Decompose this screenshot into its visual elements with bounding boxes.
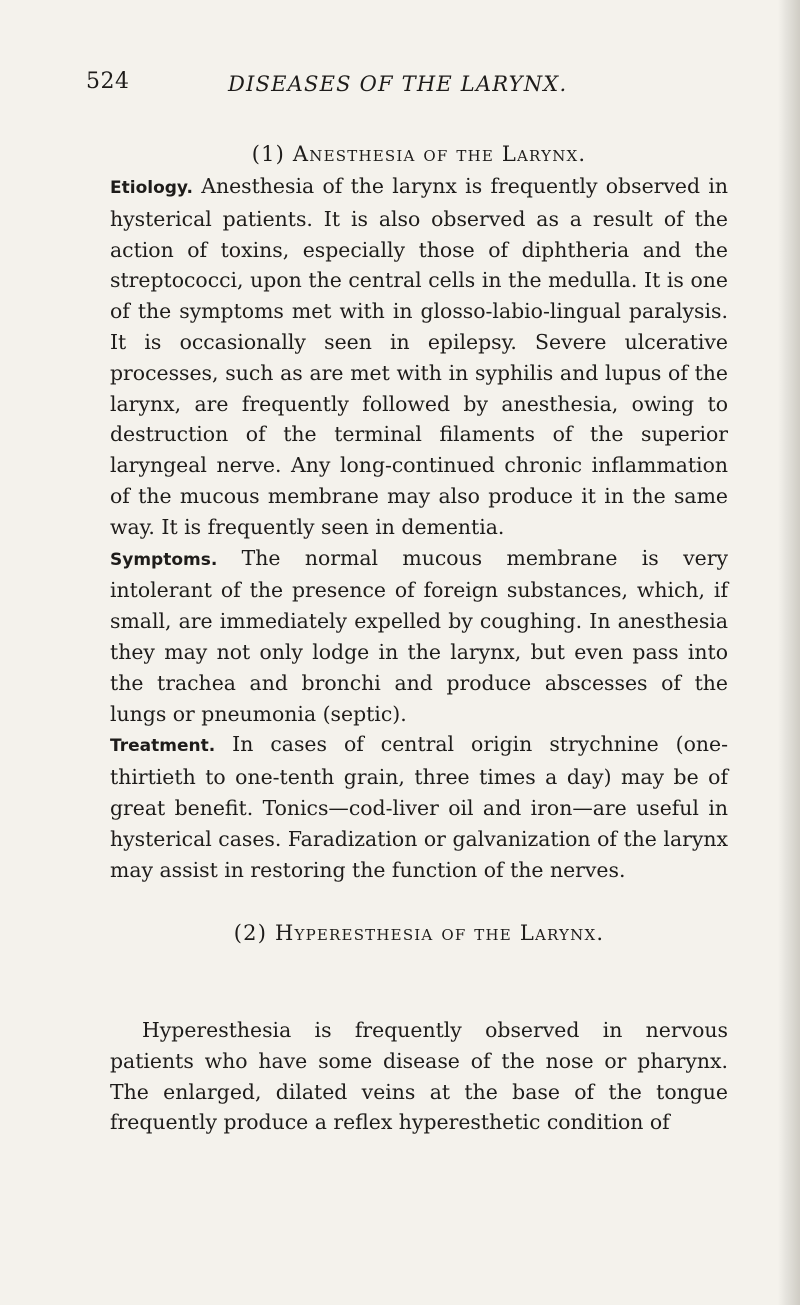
section-heading-anesthesia <box>110 139 728 170</box>
treatment-text: In cases of central origin strychnine (one-thirtieth to one-tenth grain, three times a day) may be of great benefit. Tonics—cod-liver oil and iron—are useful in hysterical cases. Faradization or galvanization of the larynx may assist in restoring the function of the nerves. <box>110 732 728 882</box>
treatment-label: Treatment. <box>110 736 216 757</box>
etiology-label: Etiology. <box>110 178 193 198</box>
section-heading-text: (1) Anesthesia of the Larynx. <box>251 142 587 166</box>
symptoms-text: The normal mucous membrane is very intolerant of the presence of foreign substances, which, if small, are immediately expelled by coughing. In anesthesia they may not only lodge in the larynx, but even pass into the trachea and bronchi and produce abscesses of the lungs or pneumonia (septic). <box>110 545 728 726</box>
symptoms-label: Symptoms. <box>110 549 218 570</box>
section-heading-text: (2) Hyperesthesia of the Larynx. <box>233 921 605 945</box>
page-number: 524 <box>86 69 130 94</box>
treatment-paragraph <box>110 729 728 885</box>
section-heading-hyperesthesia <box>110 918 728 949</box>
hyperesthesia-paragraph: Hyperesthesia is frequently observed in nervous patients who have some disease of the nose or pharynx. The enlarged, dilated veins at the base of the tongue frequently produce a reflex hyperesthetic condition of <box>110 1018 728 1135</box>
section-body-anesthesia <box>110 171 728 885</box>
etiology-paragraph <box>110 171 728 543</box>
etiology-text: Anesthesia of the larynx is frequently observed in hysterical patients. It is also observed as a result of the action of toxins, especially those of diphtheria and the streptococci, upon the central cells in the medulla. It is one of the symptoms met with in glosso-labio-lingual paralysis. It is occasionally seen in epilepsy. Severe ulcerative processes, such as are met with in syphilis and lupus of the larynx, are frequently followed by anesthesia, owing to destruction of the terminal filaments of the superior laryngeal nerve. Any long-continued chronic inflammation of the mucous membrane may also produce it in the same way. It is frequently seen in dementia. <box>110 174 728 539</box>
page-edge-shadow <box>778 0 800 1305</box>
symptoms-paragraph <box>110 543 728 730</box>
running-head: DISEASES OF THE LARYNX. <box>228 72 568 96</box>
